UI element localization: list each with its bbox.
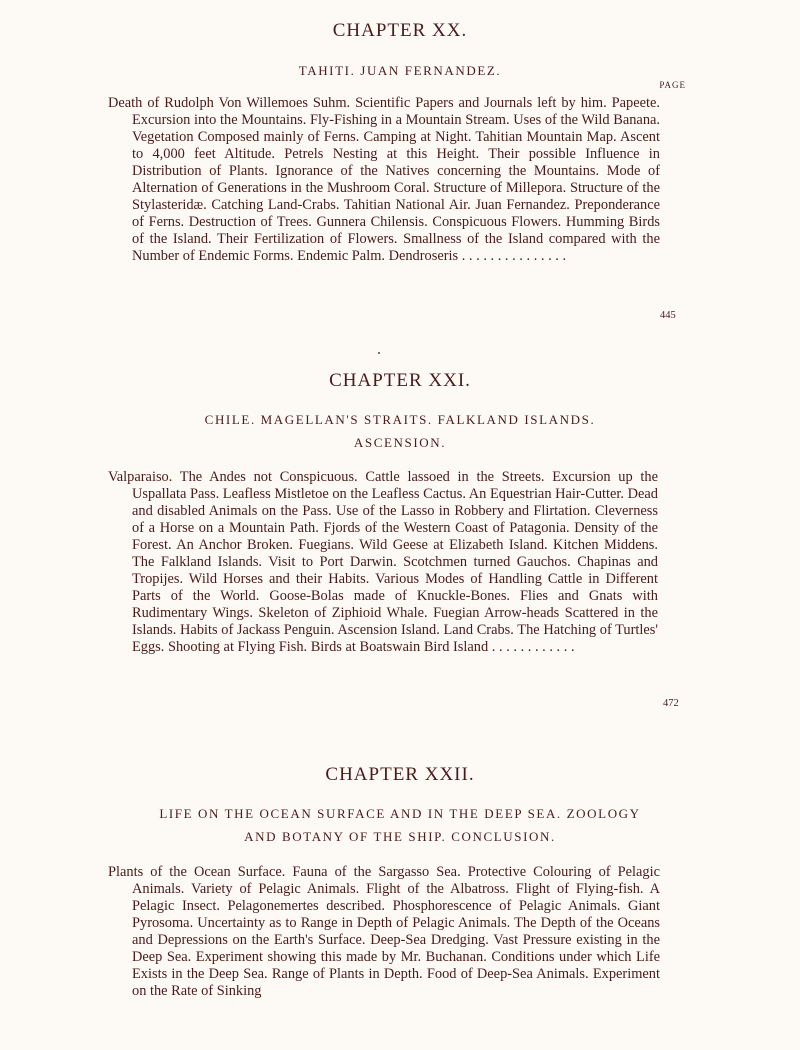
chapter-summary bbox=[108, 95, 660, 265]
chapter-subtitle: AND BOTANY OF THE SHIP. CONCLUSION. bbox=[244, 829, 556, 844]
page-number: 445 bbox=[660, 310, 676, 321]
chapter-summary bbox=[108, 864, 660, 1000]
chapter-title: CHAPTER XX. bbox=[332, 20, 468, 41]
chapter-title: CHAPTER XXII. bbox=[325, 764, 475, 785]
summary-text: Valparaiso. The Andes not Conspicuous. Cattle lassoed in the Streets. Excursion up the Uspallata Pass. Leafless Mistletoe on the Leafless Cactus. An Equestrian Hair-Cutter. Dead and disabled Animals on the Pass. Use of the Lasso in Robbery and Flirtation. Cleverness of a Horse on a Mountain Path. Fjords of the Western Coast of Patagonia. Density of the Forest. An Anchor Broken. Fuegians. Wild Geese at Elizabeth Island. Kitchen Middens. The Falkland Islands. Visit to Port Darwin. Scotchmen turned Gauchos. Chapinas and Tropijes. Wild Horses and their Habits. Various Modes of Handling Cattle in Different Parts of the World. Goose-Bolas made of Knuckle-Bones. Flies and Gnats with Rudimentary Wings. Skeleton of Ziphioid Whale. Fuegian Arrow-heads Scattered in the Islands. Habits of Jackass Penguin. Ascension Island. Land Crabs. The Hatching of Turtles' Eggs. Shooting at Flying Fish. Birds at Boatswain Bird Island bbox=[108, 469, 658, 655]
chapter-title: CHAPTER XXI. bbox=[329, 370, 471, 391]
chapter-subtitle: LIFE ON THE OCEAN SURFACE AND IN THE DEEP SEA. ZOOLOGY bbox=[159, 806, 641, 821]
page-column-label: PAGE bbox=[659, 80, 686, 90]
chapter-subtitle: TAHITI. JUAN FERNANDEZ. bbox=[298, 63, 502, 78]
chapter-subtitle: CHILE. MAGELLAN'S STRAITS. FALKLAND ISLANDS. bbox=[204, 412, 596, 427]
print-speck bbox=[378, 352, 380, 354]
chapter-summary bbox=[108, 469, 658, 656]
dot-leader: . . . . . . . . . . . . bbox=[491, 639, 575, 655]
summary-text: Death of Rudolph Von Willemoes Suhm. Scientific Papers and Journals left by him. Papeete. Excursion into the Mountains. Fly-Fishing in a Mountain Stream. Uses of the Wild Banana. Vegetation Composed mainly of Ferns. Camping at Night. Tahitian Mountain Map. Ascent to 4,000 feet Altitude. Petrels Nesting at this Height. Their possible Influence in Distribution of Plants. Ignorance of the Natives concerning the Mountains. Mode of Alternation of Generations in the Mushroom Coral. Structure of Millepora. Structure of the Stylasteridæ. Catching Land-Crabs. Tahitian National Air. Juan Fernandez. Preponderance of Ferns. Destruction of Trees. Gunnera Chilensis. Conspicuous Flowers. Humming Birds of the Island. Their Fertilization of Flowers. Smallness of the Island compared with the Number of Endemic Forms. Endemic Palm. Dendroseris bbox=[108, 95, 660, 264]
page-number: 472 bbox=[663, 698, 679, 709]
dot-leader: . . . . . . . . . . . . . . . bbox=[461, 248, 567, 264]
chapter-subtitle: ASCENSION. bbox=[353, 435, 447, 450]
summary-text: Plants of the Ocean Surface. Fauna of the Sargasso Sea. Protective Colouring of Pelagic Animals. Variety of Pelagic Animals. Flight of the Albatross. Flight of Flying-fish. A Pelagic Insect. Pelagonemertes described. Phosphorescence of Pelagic Animals. Giant Pyrosoma. Uncertainty as to Range in Depth of Pelagic Animals. The Depth of the Oceans and Depressions on the Earth's Surface. Deep-Sea Dredging. Vast Pressure existing in the Deep Sea. Experiment showing this made by Mr. Buchanan. Conditions under which Life Exists in the Deep Sea. Range of Plants in Depth. Food of Deep-Sea Animals. Experiment on the Rate of Sinking bbox=[108, 864, 660, 999]
